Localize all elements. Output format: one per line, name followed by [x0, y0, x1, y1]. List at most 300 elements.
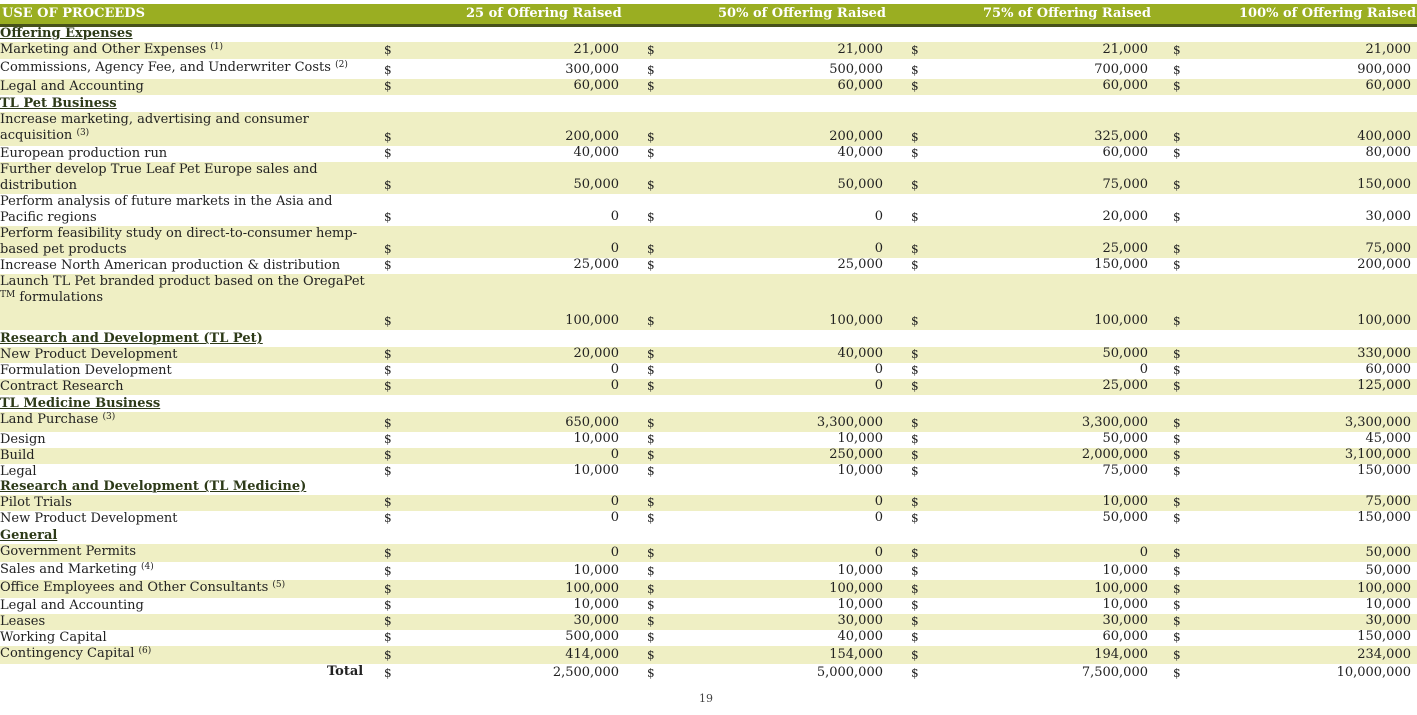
amount-cell: 50,000	[837, 177, 883, 192]
currency-symbol: $	[911, 495, 919, 509]
currency-symbol: $	[384, 666, 392, 680]
amount-cell: 100,000	[1094, 313, 1148, 328]
table-row	[0, 511, 1417, 527]
currency-symbol: $	[384, 432, 392, 446]
currency-symbol: $	[1173, 43, 1181, 57]
currency-symbol: $	[1173, 546, 1181, 560]
row-label-text: Legal and Accounting	[0, 598, 144, 613]
row-label-text-continued: formulations	[15, 290, 104, 305]
table-row	[0, 544, 1417, 562]
section-heading: TL Medicine Business	[0, 396, 161, 411]
amount-cell: 500,000	[565, 629, 619, 644]
amount-cell: 50,000	[1365, 545, 1411, 560]
currency-symbol: $	[911, 43, 919, 57]
amount-cell: 100,000	[1357, 581, 1411, 596]
table-row	[0, 162, 1417, 194]
table-row	[0, 258, 1417, 274]
table-row	[0, 464, 1417, 480]
amount-cell: 154,000	[829, 647, 883, 662]
table-row	[0, 226, 1417, 258]
amount-cell: 150,000	[1094, 257, 1148, 272]
table-row	[0, 412, 1417, 432]
amount-cell: 0	[610, 447, 619, 462]
total-amount-cell: 2,500,000	[552, 665, 619, 680]
section-heading-row	[0, 26, 1417, 42]
section-heading: Offering Expenses	[0, 26, 133, 41]
amount-cell: 10,000	[1365, 597, 1411, 612]
amount-cell: 0	[874, 494, 883, 509]
row-label-text: Increase North American production & distribution	[0, 258, 341, 273]
currency-symbol: $	[911, 63, 919, 77]
currency-symbol: $	[384, 546, 392, 560]
currency-symbol: $	[647, 464, 655, 478]
amount-cell: 100,000	[829, 313, 883, 328]
amount-cell: 234,000	[1357, 647, 1411, 662]
total-amount-cell: 5,000,000	[816, 665, 883, 680]
row-label	[0, 226, 370, 258]
table-row	[0, 347, 1417, 363]
amount-cell: 125,000	[1357, 378, 1411, 393]
currency-symbol: $	[647, 666, 655, 680]
amount-cell: 60,000	[1365, 78, 1411, 93]
amount-cell: 3,100,000	[1344, 447, 1411, 462]
amount-cell: 25,000	[573, 257, 619, 272]
currency-symbol: $	[647, 178, 655, 192]
amount-cell: 21,000	[573, 42, 619, 57]
currency-symbol: $	[384, 258, 392, 272]
currency-symbol: $	[911, 648, 919, 662]
row-label-text: Land Purchase	[0, 412, 99, 427]
currency-symbol: $	[1173, 416, 1181, 430]
amount-cell: 0	[610, 494, 619, 509]
amount-cell: 75,000	[1365, 241, 1411, 256]
currency-symbol: $	[647, 79, 655, 93]
amount-cell: 3,300,000	[1081, 415, 1148, 430]
amount-cell: 40,000	[837, 145, 883, 160]
currency-symbol: $	[647, 210, 655, 224]
currency-symbol: $	[384, 448, 392, 462]
currency-symbol: $	[911, 614, 919, 628]
row-label	[0, 448, 370, 464]
currency-symbol: $	[384, 347, 392, 361]
amount-cell: 0	[610, 545, 619, 560]
amount-cell: 30,000	[1102, 613, 1148, 628]
row-label-text: Contract Research	[0, 379, 124, 394]
table-row	[0, 112, 1417, 146]
row-label	[0, 146, 370, 162]
currency-symbol: $	[384, 146, 392, 160]
amount-cell: 200,000	[829, 129, 883, 144]
currency-symbol: $	[384, 614, 392, 628]
currency-symbol: $	[911, 511, 919, 525]
currency-symbol: $	[647, 63, 655, 77]
currency-symbol: $	[1173, 146, 1181, 160]
currency-symbol: $	[1173, 448, 1181, 462]
amount-cell: 0	[874, 510, 883, 525]
amount-cell: 20,000	[573, 346, 619, 361]
amount-cell: 10,000	[837, 431, 883, 446]
currency-symbol: $	[384, 564, 392, 578]
row-label	[0, 646, 370, 662]
row-label-text: Office Employees and Other Consultants	[0, 580, 269, 595]
currency-symbol: $	[647, 432, 655, 446]
amount-cell: 50,000	[1102, 346, 1148, 361]
footnote-marker: (3)	[76, 128, 90, 138]
row-label-text: Design	[0, 432, 46, 447]
row-label-text: Pilot Trials	[0, 495, 72, 510]
amount-cell: 0	[1139, 545, 1148, 560]
row-label-text: Formulation Development	[0, 363, 172, 378]
amount-cell: 0	[610, 510, 619, 525]
currency-symbol: $	[647, 630, 655, 644]
currency-symbol: $	[911, 130, 919, 144]
currency-symbol: $	[384, 464, 392, 478]
currency-symbol: $	[647, 314, 655, 328]
row-label	[0, 162, 370, 194]
currency-symbol: $	[1173, 242, 1181, 256]
trademark-mark: TM	[0, 290, 16, 300]
amount-cell: 60,000	[1102, 78, 1148, 93]
page-number: 19	[699, 692, 713, 705]
currency-symbol: $	[647, 582, 655, 596]
row-label-text: Leases	[0, 614, 46, 629]
currency-symbol: $	[647, 495, 655, 509]
currency-symbol: $	[384, 242, 392, 256]
currency-symbol: $	[911, 598, 919, 612]
amount-cell: 650,000	[565, 415, 619, 430]
amount-cell: 100,000	[829, 581, 883, 596]
currency-symbol: $	[911, 582, 919, 596]
currency-symbol: $	[1173, 666, 1181, 680]
row-label-text: New Product Development	[0, 347, 178, 362]
total-label: Total	[327, 664, 364, 679]
amount-cell: 10,000	[837, 463, 883, 478]
currency-symbol: $	[911, 79, 919, 93]
row-label	[0, 274, 370, 306]
amount-cell: 0	[610, 362, 619, 377]
row-label-text: Perform feasibility study on direct-to-consumer hemp-based pet products	[0, 226, 358, 257]
currency-symbol: $	[1173, 648, 1181, 662]
amount-cell: 3,300,000	[1344, 415, 1411, 430]
amount-cell: 10,000	[573, 563, 619, 578]
currency-symbol: $	[911, 666, 919, 680]
section-heading-row	[0, 96, 1417, 112]
table-row	[0, 79, 1417, 95]
currency-symbol: $	[911, 564, 919, 578]
currency-symbol: $	[911, 258, 919, 272]
currency-symbol: $	[647, 416, 655, 430]
row-label	[0, 363, 370, 379]
currency-symbol: $	[1173, 178, 1181, 192]
currency-symbol: $	[1173, 363, 1181, 377]
amount-cell: 10,000	[837, 597, 883, 612]
table-row	[0, 448, 1417, 464]
row-label	[0, 598, 370, 614]
row-label-text: Legal and Accounting	[0, 79, 144, 94]
amount-cell: 0	[874, 362, 883, 377]
currency-symbol: $	[384, 416, 392, 430]
currency-symbol: $	[384, 511, 392, 525]
currency-symbol: $	[1173, 314, 1181, 328]
amount-cell: 40,000	[837, 346, 883, 361]
amount-cell: 40,000	[837, 629, 883, 644]
row-label-text: Increase marketing, advertising and consumer acquisition	[0, 112, 309, 143]
row-label	[0, 42, 370, 58]
amount-cell: 3,300,000	[816, 415, 883, 430]
currency-symbol: $	[911, 146, 919, 160]
currency-symbol: $	[384, 130, 392, 144]
currency-symbol: $	[911, 347, 919, 361]
row-label	[0, 562, 370, 578]
amount-cell: 0	[610, 378, 619, 393]
amount-cell: 25,000	[1102, 378, 1148, 393]
currency-symbol: $	[1173, 347, 1181, 361]
amount-cell: 150,000	[1357, 463, 1411, 478]
amount-cell: 150,000	[1357, 629, 1411, 644]
currency-symbol: $	[911, 363, 919, 377]
currency-symbol: $	[384, 43, 392, 57]
row-label-text: Commissions, Agency Fee, and Underwriter Costs	[0, 60, 331, 75]
currency-symbol: $	[911, 630, 919, 644]
amount-cell: 100,000	[1094, 581, 1148, 596]
amount-cell: 400,000	[1357, 129, 1411, 144]
amount-cell: 40,000	[573, 145, 619, 160]
amount-cell: 250,000	[829, 447, 883, 462]
currency-symbol: $	[911, 210, 919, 224]
amount-cell: 414,000	[565, 647, 619, 662]
amount-cell: 21,000	[1365, 42, 1411, 57]
currency-symbol: $	[911, 432, 919, 446]
amount-cell: 50,000	[1102, 431, 1148, 446]
currency-symbol: $	[647, 130, 655, 144]
section-heading: TL Pet Business	[0, 96, 117, 111]
row-label	[0, 614, 370, 630]
table-row	[0, 60, 1417, 79]
row-label-text: New Product Development	[0, 511, 178, 526]
table-header	[0, 4, 1417, 27]
currency-symbol: $	[1173, 79, 1181, 93]
row-label-text: Launch TL Pet branded product based on the OregaPet	[0, 274, 365, 289]
currency-symbol: $	[647, 379, 655, 393]
table-row	[0, 146, 1417, 162]
currency-symbol: $	[384, 630, 392, 644]
row-label-text: Government Permits	[0, 544, 137, 559]
amount-cell: 100,000	[565, 313, 619, 328]
row-label-text: Further develop True Leaf Pet Europe sales and distribution	[0, 162, 318, 193]
amount-cell: 50,000	[1365, 563, 1411, 578]
currency-symbol: $	[647, 511, 655, 525]
footnote-marker: (6)	[138, 646, 152, 656]
amount-cell: 21,000	[1102, 42, 1148, 57]
amount-cell: 500,000	[829, 62, 883, 77]
currency-symbol: $	[1173, 258, 1181, 272]
currency-symbol: $	[647, 258, 655, 272]
currency-symbol: $	[647, 546, 655, 560]
amount-cell: 60,000	[1102, 629, 1148, 644]
footnote-marker: (5)	[272, 580, 286, 590]
row-label	[0, 495, 370, 511]
row-label	[0, 580, 370, 596]
header-col-50: 50% of Offering Raised	[718, 6, 887, 21]
amount-cell: 330,000	[1357, 346, 1411, 361]
currency-symbol: $	[384, 63, 392, 77]
currency-symbol: $	[647, 43, 655, 57]
row-label-text: European production run	[0, 146, 168, 161]
amount-cell: 300,000	[565, 62, 619, 77]
amount-cell: 150,000	[1357, 177, 1411, 192]
row-label-text: Perform analysis of future markets in the Asia and Pacific regions	[0, 194, 333, 225]
row-label	[0, 258, 370, 274]
currency-symbol: $	[1173, 210, 1181, 224]
currency-symbol: $	[647, 648, 655, 662]
currency-symbol: $	[647, 242, 655, 256]
amount-cell: 30,000	[573, 613, 619, 628]
table-row	[0, 495, 1417, 511]
amount-cell: 50,000	[573, 177, 619, 192]
amount-cell: 100,000	[565, 581, 619, 596]
row-label-text: Legal	[0, 464, 37, 479]
currency-symbol: $	[911, 178, 919, 192]
currency-symbol: $	[384, 495, 392, 509]
row-label-text: Working Capital	[0, 630, 107, 645]
table-row	[0, 646, 1417, 664]
table-row	[0, 580, 1417, 598]
header-col-25: 25 of Offering Raised	[466, 6, 622, 21]
currency-symbol: $	[911, 379, 919, 393]
amount-cell: 10,000	[837, 563, 883, 578]
currency-symbol: $	[384, 314, 392, 328]
footnote-marker: (3)	[102, 412, 116, 422]
row-label	[0, 544, 370, 560]
amount-cell: 150,000	[1357, 510, 1411, 525]
row-label-text: Marketing and Other Expenses	[0, 42, 207, 57]
amount-cell: 30,000	[1365, 209, 1411, 224]
currency-symbol: $	[1173, 630, 1181, 644]
section-heading-row	[0, 331, 1417, 347]
section-heading-row	[0, 528, 1417, 544]
table-row	[0, 363, 1417, 379]
currency-symbol: $	[647, 363, 655, 377]
section-heading-row	[0, 396, 1417, 412]
footnote-marker: (2)	[335, 60, 348, 70]
table-row	[0, 562, 1417, 580]
currency-symbol: $	[647, 347, 655, 361]
table-row	[0, 432, 1417, 448]
currency-symbol: $	[647, 564, 655, 578]
amount-cell: 0	[610, 241, 619, 256]
amount-cell: 60,000	[837, 78, 883, 93]
row-label	[0, 79, 370, 95]
row-label	[0, 347, 370, 363]
currency-symbol: $	[1173, 432, 1181, 446]
table-row	[0, 379, 1417, 395]
row-label	[0, 432, 370, 448]
amount-cell: 60,000	[573, 78, 619, 93]
currency-symbol: $	[1173, 379, 1181, 393]
currency-symbol: $	[911, 464, 919, 478]
currency-symbol: $	[1173, 564, 1181, 578]
amount-cell: 30,000	[837, 613, 883, 628]
currency-symbol: $	[1173, 130, 1181, 144]
table-row	[0, 630, 1417, 646]
amount-cell: 25,000	[1102, 241, 1148, 256]
currency-symbol: $	[647, 448, 655, 462]
currency-symbol: $	[911, 242, 919, 256]
amount-cell: 21,000	[837, 42, 883, 57]
section-heading: Research and Development (TL Medicine)	[0, 479, 307, 494]
amount-cell: 325,000	[1094, 129, 1148, 144]
currency-symbol: $	[384, 210, 392, 224]
footnote-marker: (1)	[210, 42, 224, 52]
amount-cell: 60,000	[1102, 145, 1148, 160]
amount-cell: 194,000	[1094, 647, 1148, 662]
table-row	[0, 598, 1417, 614]
table-row	[0, 274, 1417, 330]
currency-symbol: $	[911, 448, 919, 462]
row-label	[0, 464, 370, 480]
currency-symbol: $	[911, 416, 919, 430]
row-label-text: Build	[0, 448, 35, 463]
total-row	[0, 664, 1417, 682]
amount-cell: 100,000	[1357, 313, 1411, 328]
currency-symbol: $	[1173, 582, 1181, 596]
amount-cell: 10,000	[573, 431, 619, 446]
amount-cell: 10,000	[1102, 563, 1148, 578]
footnote-marker: (4)	[140, 562, 154, 572]
currency-symbol: $	[384, 379, 392, 393]
header-title: USE OF PROCEEDS	[2, 6, 145, 21]
amount-cell: 80,000	[1365, 145, 1411, 160]
amount-cell: 0	[874, 241, 883, 256]
table-row	[0, 614, 1417, 630]
amount-cell: 45,000	[1365, 431, 1411, 446]
table-row	[0, 194, 1417, 226]
currency-symbol: $	[1173, 63, 1181, 77]
row-label	[0, 412, 370, 428]
amount-cell: 20,000	[1102, 209, 1148, 224]
amount-cell: 0	[874, 378, 883, 393]
amount-cell: 2,000,000	[1081, 447, 1148, 462]
amount-cell: 75,000	[1102, 463, 1148, 478]
amount-cell: 0	[1139, 362, 1148, 377]
section-heading-row	[0, 479, 1417, 495]
row-label	[0, 511, 370, 527]
currency-symbol: $	[647, 598, 655, 612]
currency-symbol: $	[1173, 464, 1181, 478]
header-col-100: 100% of Offering Raised	[1239, 6, 1417, 21]
row-label	[0, 194, 370, 226]
section-heading: Research and Development (TL Pet)	[0, 331, 263, 346]
row-label	[0, 630, 370, 646]
currency-symbol: $	[911, 546, 919, 560]
currency-symbol: $	[384, 178, 392, 192]
currency-symbol: $	[911, 314, 919, 328]
amount-cell: 0	[874, 209, 883, 224]
currency-symbol: $	[1173, 614, 1181, 628]
amount-cell: 30,000	[1365, 613, 1411, 628]
amount-cell: 200,000	[565, 129, 619, 144]
currency-symbol: $	[384, 598, 392, 612]
table-row	[0, 42, 1417, 59]
header-col-75: 75% of Offering Raised	[983, 6, 1152, 21]
total-amount-cell: 7,500,000	[1081, 665, 1148, 680]
row-label-text: Sales and Marketing	[0, 562, 137, 577]
currency-symbol: $	[647, 146, 655, 160]
currency-symbol: $	[384, 648, 392, 662]
amount-cell: 900,000	[1357, 62, 1411, 77]
amount-cell: 0	[874, 545, 883, 560]
currency-symbol: $	[647, 614, 655, 628]
